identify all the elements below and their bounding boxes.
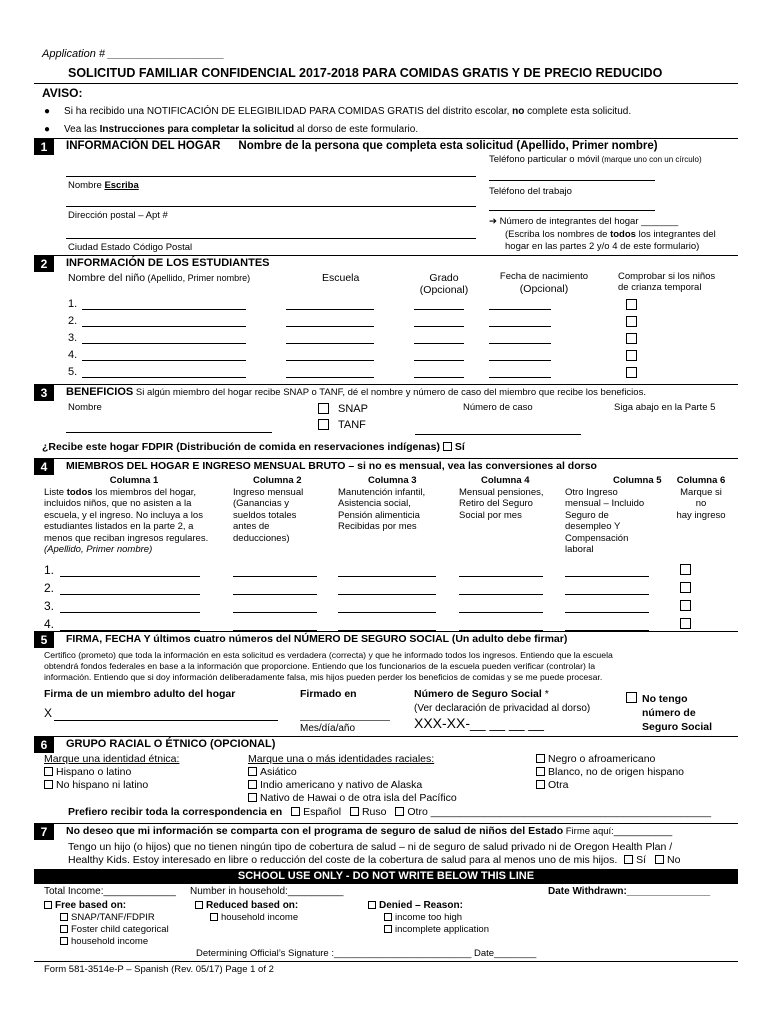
col-dob: Fecha de nacimiento (Opcional) <box>499 271 589 295</box>
col-child-name: Nombre del niño (Apellido, Primer nombre) <box>68 272 251 284</box>
checkbox <box>195 901 203 909</box>
fdpir-checkbox[interactable] <box>443 442 452 451</box>
benefits-name-label: Nombre <box>68 402 102 413</box>
application-number[interactable]: Application # ___________________ <box>42 48 225 60</box>
pension-line[interactable] <box>459 612 543 613</box>
white-option[interactable]: Blanco, no de origen hispano <box>536 766 684 778</box>
other-income-line[interactable] <box>565 612 649 613</box>
race-label: Marque una o más identidades raciales: <box>248 753 435 765</box>
checkbox <box>384 925 392 933</box>
dob-line[interactable] <box>489 343 551 344</box>
checkbox[interactable] <box>536 754 545 763</box>
official-signature: Determining Official’s Signature :__________________________ Date________ <box>196 948 537 959</box>
section-title: BENEFICIOS Si algún miembro del hogar recibe SNAP o TANF, dé el nombre y número de caso del miembro que recibe los beneficios. <box>66 386 646 398</box>
aviso-label: AVISO: <box>42 86 83 100</box>
section-4-header <box>34 458 738 474</box>
section-number: 4 <box>34 459 54 475</box>
name-label: Nombre Escriba <box>68 180 139 191</box>
home-phone-line[interactable] <box>489 180 655 181</box>
spanish-checkbox[interactable] <box>291 807 300 816</box>
no-income-checkbox[interactable] <box>680 618 691 629</box>
case-number-line[interactable] <box>415 434 581 435</box>
health-coverage-text: Tengo un hijo (o hijos) que no tienen ningún tipo de cobertura de salud – ni de seguro de salud privado ni de Oregon Health Plan / Healthy Kids. Estoy interesado en libre o reducción del coste de la cobertura de salud para al menos uno de mis hijos. Sí No <box>68 841 681 866</box>
foster-checkbox[interactable] <box>626 333 637 344</box>
benefits-name-line[interactable] <box>66 432 272 433</box>
signature-label: Firma de un miembro adulto del hogar <box>44 688 236 700</box>
col4-header: Columna 4 Mensual pensiones, Retiro del Seguro Social por mes <box>459 475 544 521</box>
form-id: Form 581-3514e-P – Spanish (Rev. 05/17) Page 1 of 2 <box>44 964 274 975</box>
number-in-household: Number in household:__________ <box>190 886 344 897</box>
dob-line[interactable] <box>489 326 551 327</box>
checkbox <box>384 913 392 921</box>
household-note-2: hogar en las partes 2 y/o 4 de este formulario) <box>505 241 700 252</box>
checkbox <box>44 901 52 909</box>
aviso-bullet-2: ● Vea las Instrucciones para completar la solicitud al dorso de este formulario. <box>44 124 419 135</box>
section-1-header <box>34 138 738 154</box>
section-number: 3 <box>34 385 54 401</box>
form-title: SOLICITUD FAMILIAR CONFIDENCIAL 2017-2018 PARA COMIDAS GRATIS Y DE PRECIO REDUCIDO <box>68 66 663 80</box>
tanf-label: TANF <box>338 419 366 431</box>
earnings-line[interactable] <box>233 612 317 613</box>
school-line[interactable] <box>286 343 374 344</box>
section-title: FIRMA, FECHA Y últimos cuatro números del NÚMERO DE SEGURO SOCIAL (Un adulto debe firmar) <box>66 633 568 645</box>
checkbox <box>60 937 68 945</box>
no-income-checkbox[interactable] <box>680 582 691 593</box>
child-name-line[interactable] <box>82 377 246 378</box>
row-number: 4. <box>44 617 55 631</box>
section-number: 7 <box>34 824 54 840</box>
section-number: 2 <box>34 256 54 272</box>
date-line[interactable] <box>300 720 390 721</box>
other-language-checkbox[interactable] <box>395 807 404 816</box>
section-number: 5 <box>34 632 54 648</box>
row-number: 1. <box>68 298 78 310</box>
household-count[interactable]: ➔ Número de integrantes del hogar _______ <box>489 216 679 227</box>
no-income-checkbox[interactable] <box>680 600 691 611</box>
col2-header: Columna 2 Ingreso mensual (Ganancias y sueldos totales antes de deducciones) <box>233 475 304 544</box>
section-title: No deseo que mi información se comparta con el programa de seguro de salud de niños del Estado Firme aquí:__________ <box>66 825 673 837</box>
earnings-line[interactable] <box>233 594 317 595</box>
col-grade: Grado (Opcional) <box>419 272 469 296</box>
bullet-icon: ● <box>44 106 51 117</box>
pension-line[interactable] <box>459 576 543 577</box>
footer-rule <box>34 961 738 962</box>
aviso-top-rule <box>34 83 738 84</box>
section-title: INFORMACIÓN DE LOS ESTUDIANTES <box>66 257 270 269</box>
no-ssn-checkbox[interactable] <box>626 692 637 703</box>
signed-date-label: Firmado en <box>300 688 357 700</box>
col6-header: Columna 6 Marque si no hay ingreso <box>676 475 726 521</box>
other-income-line[interactable] <box>565 576 649 577</box>
row-number: 4. <box>68 349 78 361</box>
child-name-line[interactable] <box>82 326 246 327</box>
free-based-on: Free based on: <box>44 900 126 911</box>
section-number: 1 <box>34 139 54 155</box>
member-name-line[interactable] <box>60 576 200 577</box>
language-preference: Prefiero recibir toda la correspondencia en Español Ruso Otro ________________________________________________ <box>68 806 712 818</box>
row-number: 2. <box>44 581 55 595</box>
hawaiian-option[interactable]: Nativo de Hawai o de otra isla del Pacífico <box>248 792 457 804</box>
other-race-option[interactable]: Otra <box>536 779 568 791</box>
section-title: INFORMACIÓN DEL HOGAR Nombre de la persona que completa esta solicitud (Apellido, Primer nombre) <box>66 140 658 152</box>
checkbox <box>210 913 218 921</box>
free-foster: Foster child categorical <box>60 924 169 935</box>
foster-checkbox[interactable] <box>626 350 637 361</box>
section-title: GRUPO RACIAL O ÉTNICO (OPCIONAL) <box>66 738 276 750</box>
school-line[interactable] <box>286 326 374 327</box>
school-line[interactable] <box>286 360 374 361</box>
signature-x: X <box>44 706 53 720</box>
ssn-label: Número de Seguro Social * <box>414 688 549 700</box>
foster-checkbox[interactable] <box>626 299 637 310</box>
next-part-label: Siga abajo en la Parte 5 <box>614 402 716 413</box>
checkbox <box>60 925 68 933</box>
city-label: Ciudad Estado Código Postal <box>68 242 193 253</box>
snap-label: SNAP <box>338 403 368 415</box>
child-name-line[interactable] <box>82 360 246 361</box>
date-withdrawn: Date Withdrawn:_______________ <box>548 886 711 897</box>
reduced-income: household income <box>210 912 298 923</box>
native-option[interactable]: Indio americano y nativo de Alaska <box>248 779 422 791</box>
checkbox[interactable] <box>536 780 545 789</box>
free-income: household income <box>60 936 148 947</box>
child-name-line[interactable] <box>82 309 246 310</box>
section-3-header <box>34 384 738 400</box>
col1-header: Columna 1 Liste todos los miembros del hogar, incluidos niños, que no asisten a la escuela, y el ingreso. No incluya a los estudiantes listados en la parte 2, a menos que reciban ingresos regulares. (Apellido, Primer nombre) <box>44 475 209 555</box>
col-foster: Comprobar si los niños de crianza temporal <box>618 271 716 293</box>
case-number-label: Número de caso <box>463 402 533 413</box>
name-line[interactable] <box>66 176 476 177</box>
grade-line[interactable] <box>414 309 464 310</box>
checkbox[interactable] <box>536 767 545 776</box>
date-format-label: Mes/día/año <box>300 723 356 734</box>
col3-header: Columna 3 Manutención infantil, Asistencia social, Pensión alimenticia Recibidas por mes <box>338 475 426 532</box>
dob-line[interactable] <box>489 309 551 310</box>
dob-line[interactable] <box>489 377 551 378</box>
address-line[interactable] <box>66 206 476 207</box>
health-yes-checkbox[interactable] <box>624 855 633 864</box>
reduced-based-on: Reduced based on: <box>195 900 298 911</box>
checkbox[interactable] <box>248 767 257 776</box>
work-phone-line[interactable] <box>489 210 655 211</box>
denied-incomplete: incomplete application <box>384 924 489 935</box>
pension-line[interactable] <box>459 594 543 595</box>
no-income-checkbox[interactable] <box>680 564 691 575</box>
checkbox <box>368 901 376 909</box>
child-support-line[interactable] <box>338 594 436 595</box>
member-name-line[interactable] <box>60 612 200 613</box>
row-number: 3. <box>44 599 55 613</box>
row-number: 2. <box>68 315 78 327</box>
section-number: 6 <box>34 737 54 753</box>
hispanic-option[interactable]: Hispano o latino <box>44 766 131 778</box>
work-phone-label: Teléfono del trabajo <box>489 186 572 197</box>
grade-line[interactable] <box>414 343 464 344</box>
free-snap: SNAP/TANF/FDPIR <box>60 912 155 923</box>
asian-option[interactable]: Asiático <box>248 766 297 778</box>
denied-reason: Denied – Reason: <box>368 900 463 911</box>
ssn-note: (Ver declaración de privacidad al dorso) <box>414 703 591 714</box>
other-income-line[interactable] <box>565 594 649 595</box>
section-6-header <box>34 736 738 752</box>
col5-header: Columna 5 Otro Ingreso mensual – Incluido Seguro de desempleo Y Compensación laboral <box>565 475 662 555</box>
grade-line[interactable] <box>414 377 464 378</box>
home-phone-label: Teléfono particular o móvil (marque uno con un círculo) <box>489 154 702 165</box>
ssn-value[interactable]: XXX-XX-__ __ __ __ <box>414 715 544 731</box>
total-income: Total Income:_____________ <box>44 886 176 897</box>
no-ssn-label: No tengo número de Seguro Social <box>642 693 713 733</box>
col-school: Escuela <box>322 272 360 284</box>
certification-text: Certifico (prometo) que toda la información en esta solicitud es verdadera (correcta) y que he informado todos los ingresos. Entiendo que la escuela obtendrá fondos federales en base a la información que proporcione. Entiendo que los funcionarios de la escuela pueden verificar (controlar) la información. Entiendo que si doy información deliberadamente falsa, mis hijos pueden perder los beneficios de comidas y se me puede procesar. <box>44 650 613 682</box>
section-7-header <box>34 823 738 839</box>
row-number: 5. <box>68 366 78 378</box>
russian-checkbox[interactable] <box>350 807 359 816</box>
city-line[interactable] <box>66 238 476 239</box>
section-title: MIEMBROS DEL HOGAR E INGRESO MENSUAL BRUTO – si no es mensual, vea las conversiones al dorso <box>66 460 597 472</box>
checkbox[interactable] <box>44 780 53 789</box>
aviso-bullet-1: ● Si ha recibido una NOTIFICACIÓN DE ELEGIBILIDAD PARA COMIDAS GRATIS del distrito escolar, no complete esta solicitud. <box>44 106 632 117</box>
school-use-banner: SCHOOL USE ONLY - DO NOT WRITE BELOW THIS LINE <box>34 869 738 884</box>
school-line[interactable] <box>286 377 374 378</box>
address-label: Dirección postal – Apt # <box>68 210 168 221</box>
child-support-line[interactable] <box>338 576 436 577</box>
checkbox[interactable] <box>248 780 257 789</box>
ethnic-label: Marque una identidad étnica: <box>44 753 180 765</box>
child-support-line[interactable] <box>338 612 436 613</box>
school-line[interactable] <box>286 309 374 310</box>
section-2-header <box>34 255 738 271</box>
non-hispanic-option[interactable]: No hispano ni latino <box>44 779 148 791</box>
tanf-checkbox[interactable] <box>318 419 329 430</box>
grade-line[interactable] <box>414 326 464 327</box>
health-no-checkbox[interactable] <box>655 855 664 864</box>
household-note-1: (Escriba los nombres de todos los integrantes del <box>505 229 716 240</box>
snap-checkbox[interactable] <box>318 403 329 414</box>
checkbox <box>60 913 68 921</box>
row-number: 1. <box>44 563 55 577</box>
dob-line[interactable] <box>489 360 551 361</box>
black-option[interactable]: Negro o afroamericano <box>536 753 655 765</box>
foster-checkbox[interactable] <box>626 367 637 378</box>
member-name-line[interactable] <box>60 594 200 595</box>
arrow-right-icon: ➔ <box>489 216 497 227</box>
denied-high: income too high <box>384 912 462 923</box>
earnings-line[interactable] <box>233 576 317 577</box>
checkbox[interactable] <box>44 767 53 776</box>
row-number: 3. <box>68 332 78 344</box>
signature-line[interactable] <box>54 720 278 721</box>
grade-line[interactable] <box>414 360 464 361</box>
foster-checkbox[interactable] <box>626 316 637 327</box>
child-name-line[interactable] <box>82 343 246 344</box>
checkbox[interactable] <box>248 793 257 802</box>
section-5-header <box>34 631 738 647</box>
bullet-icon: ● <box>44 124 51 135</box>
fdpir-question: ¿Recibe este hogar FDPIR (Distribución de comida en reservaciones indígenas) Sí <box>42 441 465 453</box>
